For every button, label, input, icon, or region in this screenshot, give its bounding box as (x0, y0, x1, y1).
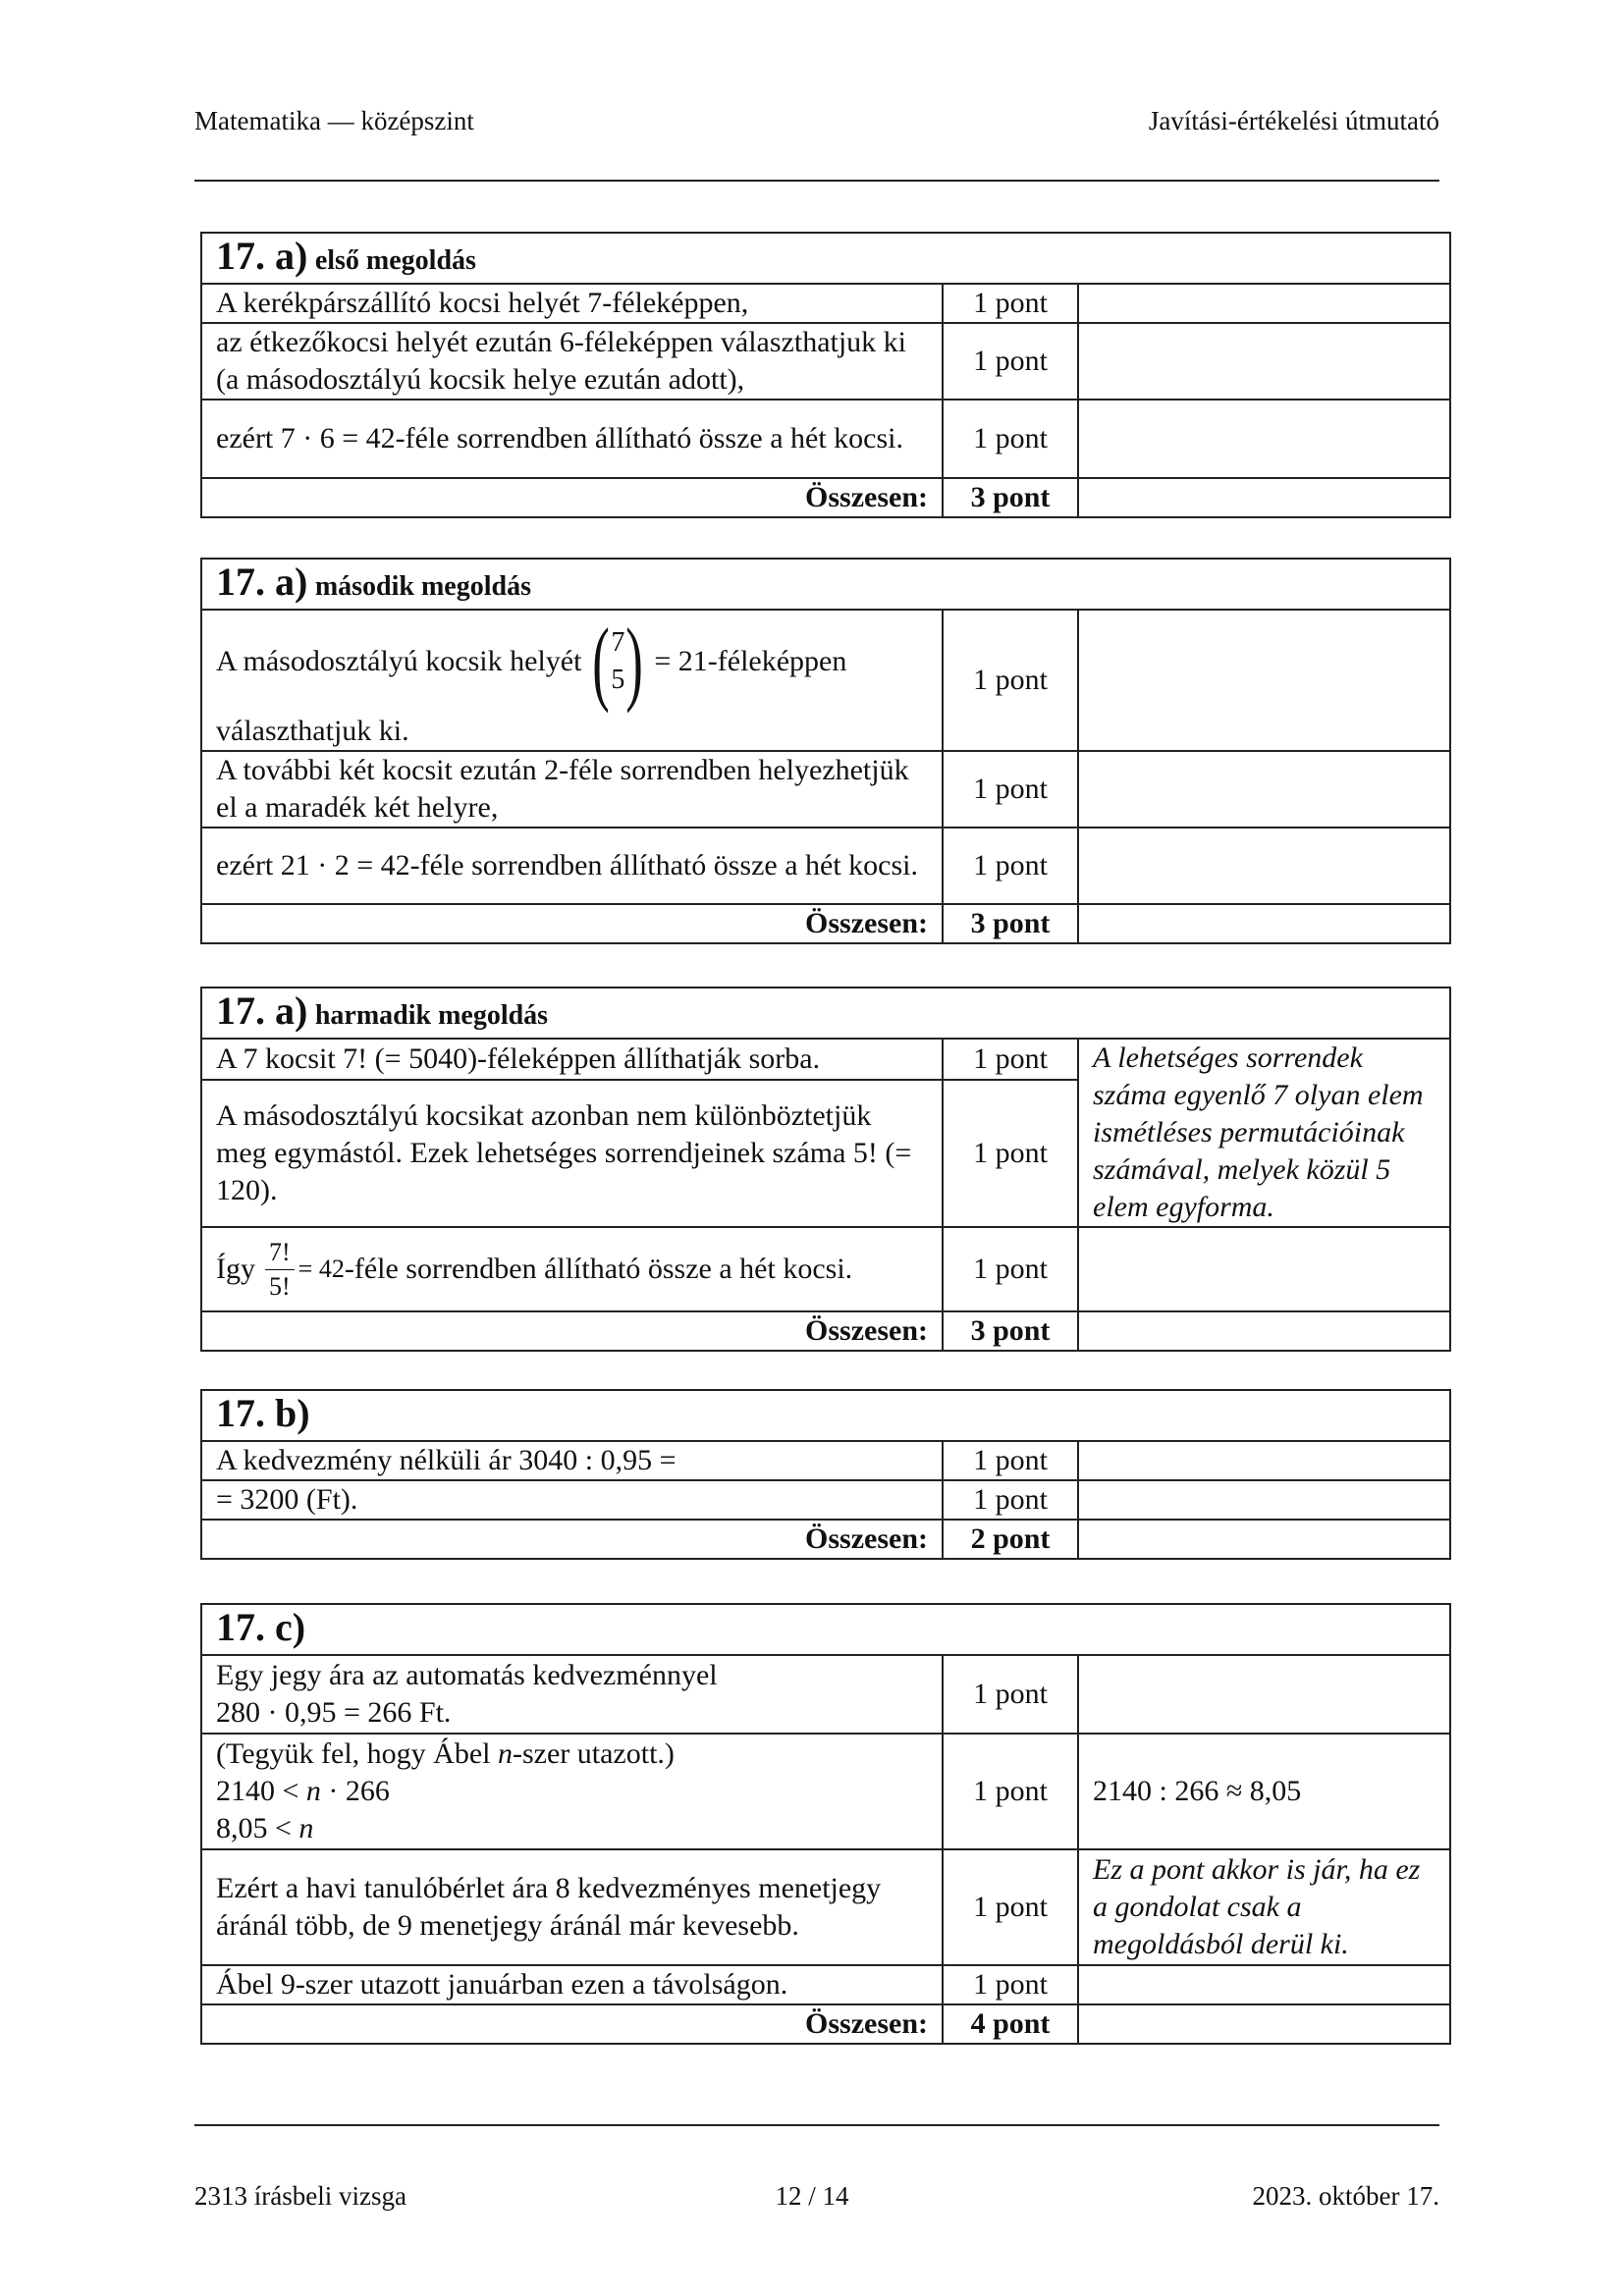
step-text: Így (216, 1253, 255, 1285)
variable-n: n (298, 1812, 314, 1844)
solution-step: A kedvezmény nélküli ár 3040 : 0,95 = (201, 1441, 943, 1480)
step-note: Ez a pont akkor is jár, ha ez a gondolat csak a megoldásból derül ki. (1078, 1849, 1450, 1965)
solution-label: harmadik megoldás (314, 999, 549, 1031)
task-number: 17. c) (216, 1605, 306, 1649)
step-note (1078, 751, 1450, 828)
solution-step (201, 610, 943, 751)
solution-label: első megoldás (314, 244, 476, 276)
total-label: Összesen: (201, 1311, 943, 1351)
solution-step: ezért 21 · 2 = 42-féle sorrendben állítható össze a hét kocsi. (201, 828, 943, 904)
step-note: 2140 : 266 ≈ 8,05 (1078, 1734, 1450, 1849)
step-points: 1 pont (943, 751, 1078, 828)
solution-step: az étkezőkocsi helyét ezután 6-féleképpen választhatjuk ki (a másodosztályú kocsik helye ezután adott), (201, 323, 943, 400)
step-note (1078, 1655, 1450, 1734)
step-points: 1 pont (943, 1080, 1078, 1227)
total-label: Összesen: (201, 1520, 943, 1559)
step-points: 1 pont (943, 1039, 1078, 1080)
total-points: 3 pont (943, 904, 1078, 943)
solution-step: ezért 7 · 6 = 42-féle sorrendben állítható össze a hét kocsi. (201, 400, 943, 478)
step-text: 280 · 0,95 = 266 Ft. (216, 1696, 452, 1729)
task-number: 17. a) (216, 988, 308, 1033)
step-note (1078, 1965, 1450, 2004)
solution-17a-second (200, 558, 1451, 944)
step-points: 1 pont (943, 1441, 1078, 1480)
step-note (1078, 400, 1450, 478)
step-text: Egy jegy ára az automatás kedvezménnyel (216, 1659, 718, 1691)
header-rule (194, 180, 1439, 182)
step-note (1078, 323, 1450, 400)
step-points: 1 pont (943, 284, 1078, 323)
step-note: A lehetséges sorrendek száma egyenlő 7 olyan elem ismétléses permutációinak számával, melyek közül 5 elem egyforma. (1078, 1039, 1450, 1227)
solution-step: A másodosztályú kocsikat azonban nem különböztetjük meg egymástól. Ezek lehetséges sorrendjeinek száma 5! (= 120). (201, 1080, 943, 1227)
total-label: Összesen: (201, 2004, 943, 2044)
task-number: 17. a) (216, 559, 308, 604)
section-title (201, 559, 1450, 610)
step-points: 1 pont (943, 1965, 1078, 2004)
step-points: 1 pont (943, 400, 1078, 478)
step-points: 1 pont (943, 1227, 1078, 1311)
task-number: 17. a) (216, 233, 308, 278)
solution-step: A 7 kocsit 7! (= 5040)-féleképpen állíthatják sorba. (201, 1039, 943, 1080)
step-text: = 21-féleképpen (654, 645, 847, 677)
fraction (265, 1236, 295, 1304)
step-points: 1 pont (943, 1480, 1078, 1520)
total-points: 2 pont (943, 1520, 1078, 1559)
step-points: 1 pont (943, 323, 1078, 400)
step-points: 1 pont (943, 610, 1078, 751)
step-text: = 42 (298, 1255, 345, 1283)
total-points: 4 pont (943, 2004, 1078, 2044)
section-title (201, 233, 1450, 284)
section-title (201, 988, 1450, 1039)
solution-17a-third (200, 987, 1451, 1352)
step-note (1078, 1441, 1450, 1480)
solution-17a-first (200, 232, 1451, 518)
solution-label: második megoldás (314, 570, 531, 602)
task-number: 17. b) (216, 1391, 310, 1435)
solution-step: A további két kocsit ezután 2-féle sorrendben helyezhetjük el a maradék két helyre, (201, 751, 943, 828)
header-subject: Matematika — középszint (194, 106, 474, 135)
total-label: Összesen: (201, 904, 943, 943)
step-text: választhatjuk ki. (216, 715, 409, 747)
solution-step (201, 1655, 943, 1734)
step-note (1078, 1480, 1450, 1520)
step-note (1078, 828, 1450, 904)
step-note (1078, 610, 1450, 751)
solution-step: A kerékpárszállító kocsi helyét 7-féleképpen, (201, 284, 943, 323)
solution-step: Ábel 9-szer utazott januárban ezen a távolságon. (201, 1965, 943, 2004)
section-title (201, 1390, 1450, 1441)
footer-date: 2023. október 17. (1252, 2181, 1439, 2211)
variable-n: n (498, 1737, 513, 1770)
fraction-numerator: 7! (265, 1236, 295, 1270)
total-points: 3 pont (943, 1311, 1078, 1351)
step-text: -féle sorrendben állítható össze a hét kocsi. (344, 1253, 853, 1285)
step-note (1078, 1227, 1450, 1311)
solution-step: Ezért a havi tanulóbérlet ára 8 kedvezményes menetjegy áránál több, de 9 menetjegy áránál már kevesebb. (201, 1849, 943, 1965)
binomial-coefficient: ( 7 5 ) (592, 609, 644, 714)
step-text: A másodosztályú kocsik helyét (216, 645, 582, 677)
step-points: 1 pont (943, 1849, 1078, 1965)
section-title (201, 1604, 1450, 1655)
binom-top: 7 (611, 627, 625, 658)
header-doc-type: Javítási-értékelési útmutató (1148, 106, 1439, 135)
variable-n: n (305, 1775, 321, 1807)
total-points: 3 pont (943, 478, 1078, 517)
solution-17b (200, 1389, 1451, 1560)
footer-rule (194, 2124, 1439, 2126)
solution-step: (Tegyük fel, hogy Ábel n-szer utazott.) 2140 < n · 266 8,05 < n (201, 1734, 943, 1849)
solution-step: = 3200 (Ft). (201, 1480, 943, 1520)
binom-bottom: 5 (611, 665, 625, 695)
fraction-denominator: 5! (269, 1271, 291, 1301)
solution-17c (200, 1603, 1451, 2045)
step-points: 1 pont (943, 828, 1078, 904)
step-points: 1 pont (943, 1734, 1078, 1849)
footer-exam-code: 2313 írásbeli vizsga (194, 2181, 406, 2211)
page-number: 12 / 14 (775, 2181, 849, 2211)
solution-step (201, 1227, 943, 1311)
step-note (1078, 284, 1450, 323)
step-points: 1 pont (943, 1655, 1078, 1734)
total-label: Összesen: (201, 478, 943, 517)
